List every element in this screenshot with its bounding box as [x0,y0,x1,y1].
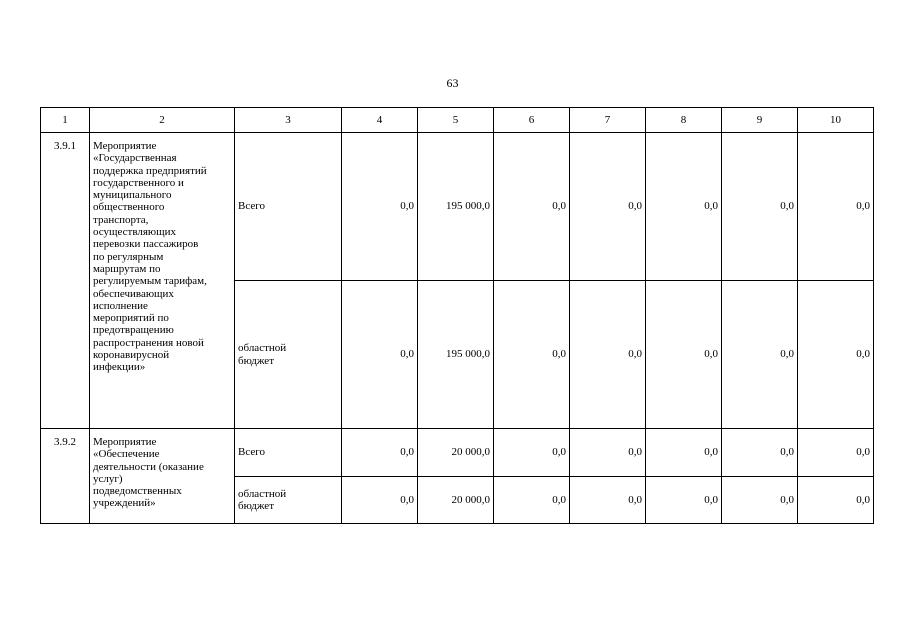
value-cell: 20 000,0 [418,477,494,524]
funding-source [235,429,342,477]
value-cell: 0,0 [798,477,874,524]
value-cell: 0,0 [798,429,874,477]
value-cell: 0,0 [646,477,722,524]
measure-name-line: Мероприятие [93,140,157,152]
page-number: 63 [446,76,459,90]
value-cell: 0,0 [494,281,570,429]
value-cell: 0,0 [722,281,798,429]
measure-name-line: транспорта, [93,213,149,226]
measure-name-line: по регулярным [93,250,164,263]
funding-source-line: областной [238,342,287,355]
measure-name-line: осуществляющих [93,226,176,239]
measure-name-line: обеспечивающих [93,287,174,300]
value-cell: 20 000,0 [418,429,494,477]
column-header: 10 [798,108,874,133]
measure-name-line: исполнение [93,299,148,312]
funding-source [235,477,342,524]
funding-source-line: бюджет [238,500,274,512]
measure-name-line: муниципального [93,189,172,202]
table-header-row [41,108,874,133]
column-header: 7 [570,108,646,133]
value-cell: 0,0 [646,133,722,281]
value-cell: 0,0 [494,477,570,524]
funding-source-line: бюджет [238,354,274,367]
measure-name-line: подведомственных [93,485,182,498]
measure-name [90,429,235,524]
value-cell: 0,0 [342,477,418,524]
measure-name-line: мероприятий по [93,312,169,325]
measure-name-line: коронавирусной [93,349,170,362]
measure-name-line: деятельности (оказание [93,460,204,473]
measure-name-line: услуг) [93,472,123,485]
value-cell: 0,0 [722,477,798,524]
column-header: 4 [342,108,418,133]
funding-source-line: областной [238,487,287,500]
budget-table [40,107,874,524]
value-cell: 0,0 [494,429,570,477]
measure-name-line: инфекции» [93,361,146,374]
measure-name-line: поддержка предприятий [93,164,207,177]
column-header: 2 [90,108,235,133]
measure-name-line: «Государственная [93,152,177,165]
value-cell: 0,0 [494,133,570,281]
value-cell: 0,0 [570,477,646,524]
measure-name-line: распространения новой [93,336,204,349]
value-cell: 195 000,0 [418,133,494,281]
measure-name-line: маршрутам по [93,262,161,275]
value-cell: 0,0 [570,429,646,477]
funding-source [235,133,342,281]
measure-name-line: предотвращению [93,324,174,337]
measure-name-line: Мероприятие [93,436,157,448]
measure-name-line: регулируемым тарифам, [93,275,207,288]
column-header: 3 [235,108,342,133]
row-code: 3.9.1 [41,133,90,429]
value-cell: 0,0 [798,133,874,281]
measure-name-line: учреждений» [93,497,156,510]
value-cell: 0,0 [342,133,418,281]
value-cell: 0,0 [570,281,646,429]
value-cell: 0,0 [722,429,798,477]
column-header: 9 [722,108,798,133]
value-cell: 0,0 [798,281,874,429]
measure-name-line: перевозки пассажиров [93,238,199,251]
value-cell: 0,0 [722,133,798,281]
row-code: 3.9.2 [41,429,90,524]
value-cell: 0,0 [646,429,722,477]
column-header: 5 [418,108,494,133]
measure-name [90,133,235,429]
value-cell: 195 000,0 [418,281,494,429]
funding-source [235,281,342,429]
column-header: 6 [494,108,570,133]
measure-name-line: «Обеспечение [93,448,160,461]
value-cell: 0,0 [342,281,418,429]
value-cell: 0,0 [646,281,722,429]
value-cell: 0,0 [570,133,646,281]
funding-source-line: Всего [238,200,265,213]
table-row [41,133,874,281]
column-header: 1 [41,108,90,133]
measure-name-line: государственного и [93,176,184,189]
measure-name-line: общественного [93,201,165,214]
column-header: 8 [646,108,722,133]
funding-source-line: Всего [238,446,265,459]
table-row [41,429,874,477]
value-cell: 0,0 [342,429,418,477]
